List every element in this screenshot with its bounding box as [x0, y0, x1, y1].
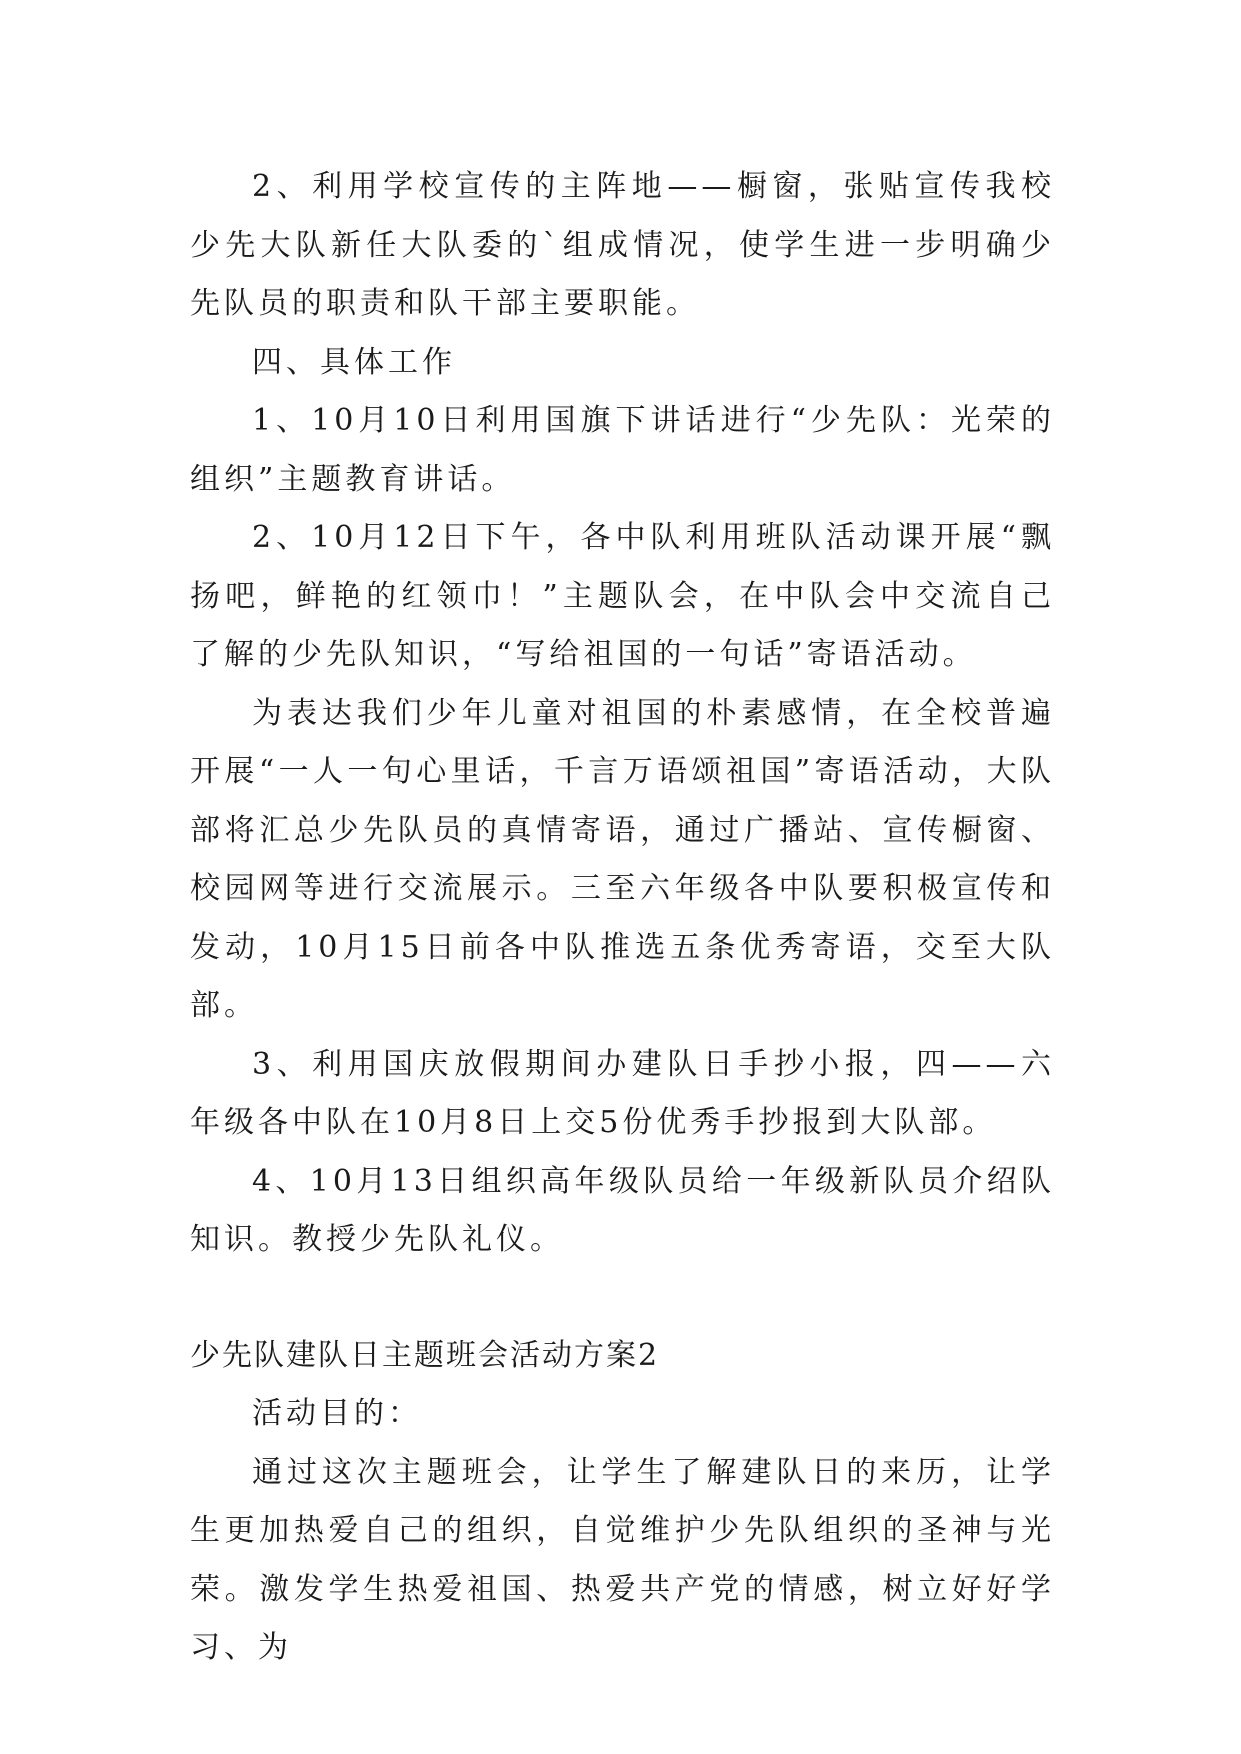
paragraph: 4、10月13日组织高年级队员给一年级新队员介绍队知识。教授少先队礼仪。: [190, 1163, 1055, 1257]
paragraph-heading: 四、具体工作: [252, 344, 456, 380]
paragraph: 3、利用国庆放假期间办建队日手抄小报，四——六年级各中队在10月8日上交5份优秀手抄报到大队部。: [190, 1046, 1055, 1140]
paragraph: 通过这次主题班会，让学生了解建队日的来历，让学生更加热爱自己的组织，自觉维护少先队组织的圣神与光荣。激发学生热爱祖国、热爱共产党的情感，树立好好学习、为: [190, 1454, 1055, 1665]
paragraph-heading: 活动目的：: [252, 1396, 422, 1431]
paragraph: 2、利用学校宣传的主阵地——橱窗，张贴宣传我校少先大队新任大队委的`组成情况，使学生进一步明确少先队员的职责和队干部主要职能。: [190, 169, 1055, 321]
document-page: [190, 158, 1055, 1678]
section-title: 少先队建队日主题班会活动方案2: [190, 1337, 660, 1373]
paragraph: 为表达我们少年儿童对祖国的朴素感情，在全校普遍开展“一人一句心里话，千言万语颂祖国”寄语活动，大队部将汇总少先队员的真情寄语，通过广播站、宣传橱窗、校园网等进行交流展示。三至六年级各中队要积极宣传和发动，10月15日前各中队推选五条优秀寄语，交至大队部。: [190, 695, 1055, 1023]
paragraph: 2、10月12日下午，各中队利用班队活动课开展“飘扬吧，鲜艳的红领巾！”主题队会，在中队会中交流自己了解的少先队知识，“写给祖国的一句话”寄语活动。: [190, 520, 1055, 672]
paragraph: 1、10月10日利用国旗下讲话进行“少先队：光荣的组织”主题教育讲话。: [190, 403, 1055, 497]
